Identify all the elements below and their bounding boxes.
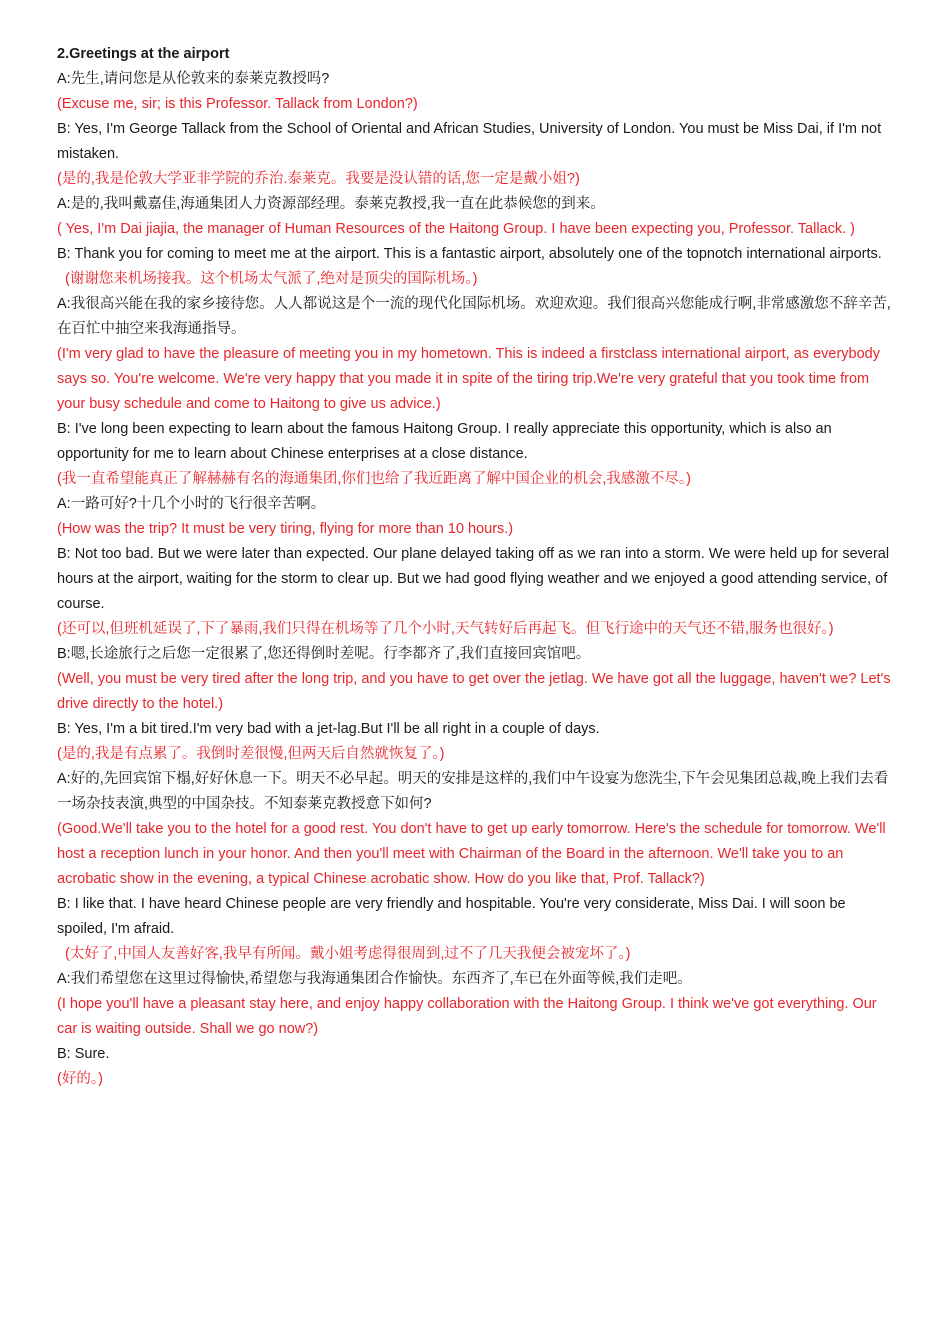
translation-line: (Excuse me, sir; is this Professor. Tallack from London?) [57,96,418,112]
dialogue-line-b: B: Thank you for coming to meet me at the airport. This is a fantastic airport, absolutely one of the topnotch international airports. [57,246,882,262]
dialogue-line-b: B:嗯,长途旅行之后您一定很累了,您还得倒时差呢。行李都齐了,我们直接回宾馆吧。 [57,646,591,662]
translation-line: (是的,我是伦敦大学亚非学院的乔治.泰莱克。我要是没认错的话,您一定是戴小姐?) [57,171,580,187]
dialogue-line-a: A:好的,先回宾馆下榻,好好休息一下。明天不必早起。明天的安排是这样的,我们中午设宴为您洗尘,下午会见集团总裁,晚上我们去看一场杂技表演,典型的中国杂技。不知泰莱克教授意下如何? [57,771,889,812]
dialogue-line-b: B: Yes, I'm George Tallack from the School of Oriental and African Studies, University of London. You must be Miss Dai, if I'm not mistaken. [57,121,882,162]
document-body [57,42,899,1092]
translation-line: (Good.We'll take you to the hotel for a good rest. You don't have to get up early tomorrow. Here's the schedule for tomorrow. We'll host a reception lunch in your honor. And then you'll meet with Chairman of the Board in the afternoon. We'll take you to an acrobatic show in the evening, a typical Chinese acrobatic show. How do you like that, Prof. Tallack?) [57,821,886,887]
dialogue-line-b: B: I like that. I have heard Chinese people are very friendly and hospitable. You're very considerate, Miss Dai. I will soon be spoiled, I'm afraid. [57,896,846,937]
dialogue-line-a: A:先生,请问您是从伦敦来的泰莱克教授吗? [57,71,330,87]
translation-line: (我一直希望能真正了解赫赫有名的海通集团,你们也给了我近距离了解中国企业的机会,我感激不尽。) [57,471,691,487]
dialogue-line-a: A:一路可好?十几个小时的飞行很辛苦啊。 [57,496,326,512]
translation-line: (Well, you must be very tired after the long trip, and you have to get over the jetlag. We have got all the luggage, haven't we? Let's drive directly to the hotel.) [57,671,891,712]
translation-line: (I hope you'll have a pleasant stay here, and enjoy happy collaboration with the Haitong Group. I think we've got everything. Our car is waiting outside. Shall we go now?) [57,996,877,1037]
dialogue-line-b: B: Yes, I'm a bit tired.I'm very bad with a jet-lag.But I'll be all right in a couple of days. [57,721,600,737]
dialogue-line-a: A:是的,我叫戴嘉佳,海通集团人力资源部经理。泰莱克教授,我一直在此恭候您的到来。 [57,196,605,212]
translation-line: ( Yes, I'm Dai jiajia, the manager of Human Resources of the Haitong Group. I have been expecting you, Professor. Tallack. ) [57,221,856,237]
section-heading: 2.Greetings at the airport [57,46,230,62]
dialogue-line-a: A:我们希望您在这里过得愉快,希望您与我海通集团合作愉快。东西齐了,车已在外面等候,我们走吧。 [57,971,692,987]
dialogue-line-a: A:我很高兴能在我的家乡接待您。人人都说这是个一流的现代化国际机场。欢迎欢迎。我们很高兴您能成行啊,非常感激您不辞辛苦,在百忙中抽空来我海通指导。 [57,296,891,337]
translation-line: (How was the trip? It must be very tiring, flying for more than 10 hours.) [57,521,514,537]
translation-line: (好的。) [57,1071,103,1087]
translation-line: (I'm very glad to have the pleasure of meeting you in my hometown. This is indeed a firstclass international airport, as everybody says so. You're welcome. We're very happy that you made it in spite of the tiring trip.We're very grateful that you took time from your busy schedule and come to Haitong to give us advice.) [57,346,880,412]
dialogue-line-b: B: Sure. [57,1046,110,1062]
dialogue-line-b: B: Not too bad. But we were later than expected. Our plane delayed taking off as we ran into a storm. We were held up for several hours at the airport, waiting for the storm to clear up. But we had good flying weather and we enjoyed a good attending service, of course. [57,546,890,612]
translation-line: (还可以,但班机延误了,下了暴雨,我们只得在机场等了几个小时,天气转好后再起飞。但飞行途中的天气还不错,服务也很好。) [57,621,834,637]
translation-line: (是的,我是有点累了。我倒时差很慢,但两天后自然就恢复了。) [57,746,445,762]
translation-line: (太好了,中国人友善好客,我早有所闻。戴小姐考虑得很周到,过不了几天我便会被宠坏了。) [65,946,631,962]
translation-line: (谢谢您来机场接我。这个机场太气派了,绝对是顶尖的国际机场。) [65,271,478,287]
dialogue-line-b: B: I've long been expecting to learn about the famous Haitong Group. I really appreciate this opportunity, which is also an opportunity for me to learn about Chinese enterprises at a close distance. [57,421,832,462]
